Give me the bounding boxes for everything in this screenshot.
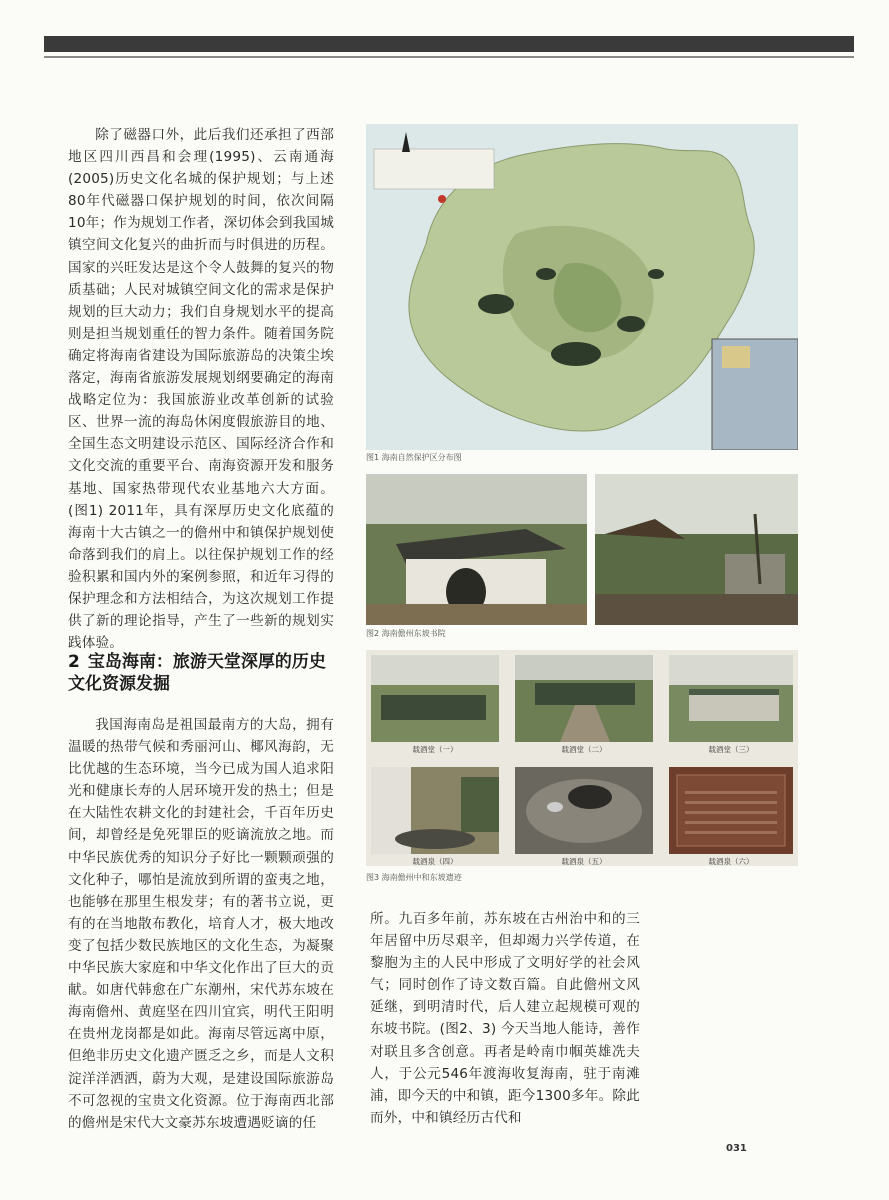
figure-3-photo-2: [515, 655, 653, 742]
figure-2-photo-right: [595, 474, 798, 625]
figure-3-label-4: 载酒泉（四）: [412, 857, 458, 866]
figure-3-label-5: 载酒泉（五）: [561, 857, 607, 866]
photo-5-image: [515, 767, 653, 854]
figure-3-photo-4: [371, 767, 499, 854]
page-number: 031: [726, 1143, 747, 1154]
figure-3-caption: 图3 海南儋州中和东坡遗迹: [366, 873, 462, 882]
figure-2-photo-left: [366, 474, 587, 625]
stone-tablet-image: [669, 767, 793, 854]
header-bar: [44, 36, 854, 52]
section-number: 2: [68, 652, 80, 672]
left-column-bottom: [68, 714, 334, 1134]
figure-2-caption: 图2 海南儋州东坡书院: [366, 629, 446, 638]
section-title: 宝岛海南：旅游天堂深厚的历史文化资源发掘: [68, 652, 326, 694]
figure-1-map: [366, 124, 798, 450]
academy-gate-image: [366, 474, 587, 625]
figure-3-label-2: 载酒堂（二）: [561, 745, 607, 754]
figure-1-caption: 图1 海南自然保护区分布图: [366, 453, 462, 462]
figure-3-photo-1: [371, 655, 499, 742]
figure-3-photo-6: [669, 767, 793, 854]
figure-3-label-3: 载酒堂（三）: [708, 745, 754, 754]
photo-1-image: [371, 655, 499, 742]
figure-3-label-6: 载酒泉（六）: [708, 857, 754, 866]
paragraph-2: 我国海南岛是祖国最南方的大岛，拥有温暖的热带气候和秀丽河山、椰风海韵，无比优越的生态环境，当今已成为国人追求阳光和健康长寿的人居环境开发的热土；但是在大陆性农耕文化的封建社会，千百年历史间，却曾经是免死罪臣的贬谪流放之地。而中华民族优秀的知识分子好比一颗颗顽强的文化种子，哪怕是流放到所谓的蛮夷之地，也能够在那里生根发芽；有的著书立说，更有的在当地散布教化，培育人才，极大地改变了包括少数民族地区的文化生态，为凝聚中华民族大家庭和中华文化作出了巨大的贡献。如唐代韩愈在广东潮州，宋代苏东坡在海南儋州、黄庭坚在四川宜宾，明代王阳明在贵州龙岗都是如此。海南尽管远离中原，但绝非历史文化遗产匮乏之乡，而是人文积淀洋洋洒洒，蔚为大观，是建设国际旅游岛不可忽视的宝贵文化资源。位于海南西北部的儋州是宋代大文豪苏东坡遭遇贬谪的任: [68, 717, 334, 1131]
figure-3-photo-5: [515, 767, 653, 854]
figure-3-panel: [366, 650, 798, 866]
section-heading: [68, 651, 336, 695]
left-column-top: [68, 124, 334, 654]
hainan-map-image: [366, 124, 798, 450]
paragraph-1: 除了磁器口外，此后我们还承担了西部地区四川西昌和会理(1995)、云南通海(2005)历史文化名城的保护规划；与上述80年代磁器口保护规划的时间，依次间隔10年；作为规划工作者，深切体会到我国城镇空间文化复兴的曲折而与时俱进的历程。国家的兴旺发达是这个令人鼓舞的复兴的物质基础；人民对城镇空间文化的需求是保护规划的巨大动力；我们自身规划水平的提高则是担当规划重任的智力条件。随着国务院确定将海南省建设为国际旅游岛的决策尘埃落定，海南省旅游发展规划纲要确定的海南战略定位为：我国旅游业改革创新的试验区、世界一流的海岛休闲度假旅游目的地、全国生态文明建设示范区、国际经济合作和文化交流的重要平台、南海资源开发和服务基地、国家热带现代农业基地六大方面。(图1) 2011年，具有深厚历史文化底蕴的海南十大古镇之一的儋州中和镇保护规划使命落到我们的肩上。以往保护规划工作的经验积累和国内外的案例参照，和近年习得的保护理念和方法相结合，为这次规划工作提供了新的理论指导，产生了一些新的规划实践体验。: [68, 127, 334, 652]
right-column-bottom: [370, 908, 640, 1129]
figure-3-label-1: 载酒堂（一）: [412, 745, 458, 754]
page-footer: [726, 1143, 747, 1154]
photo-4-image: [371, 767, 499, 854]
academy-courtyard-image: [595, 474, 798, 625]
header-rule: [44, 56, 854, 58]
figure-3-photo-3: [669, 655, 793, 742]
photo-2-image: [515, 655, 653, 742]
paragraph-3: 所。九百多年前，苏东坡在古州治中和的三年居留中历尽艰辛，但却竭力兴学传道，在黎胞为主的人民中形成了文明好学的社会风气；同时创作了诗文数百篇。自此儋州文风延继，到明清时代，后人建立起规模可观的东坡书院。(图2、3) 今天当地人能诗，善作对联且多含创意。再者是岭南巾帼英雄冼夫人，于公元546年渡海收复海南，驻于南滩浦，即今天的中和镇，距今1300多年。除此而外，中和镇经历古代和: [370, 911, 640, 1126]
photo-3-image: [669, 655, 793, 742]
